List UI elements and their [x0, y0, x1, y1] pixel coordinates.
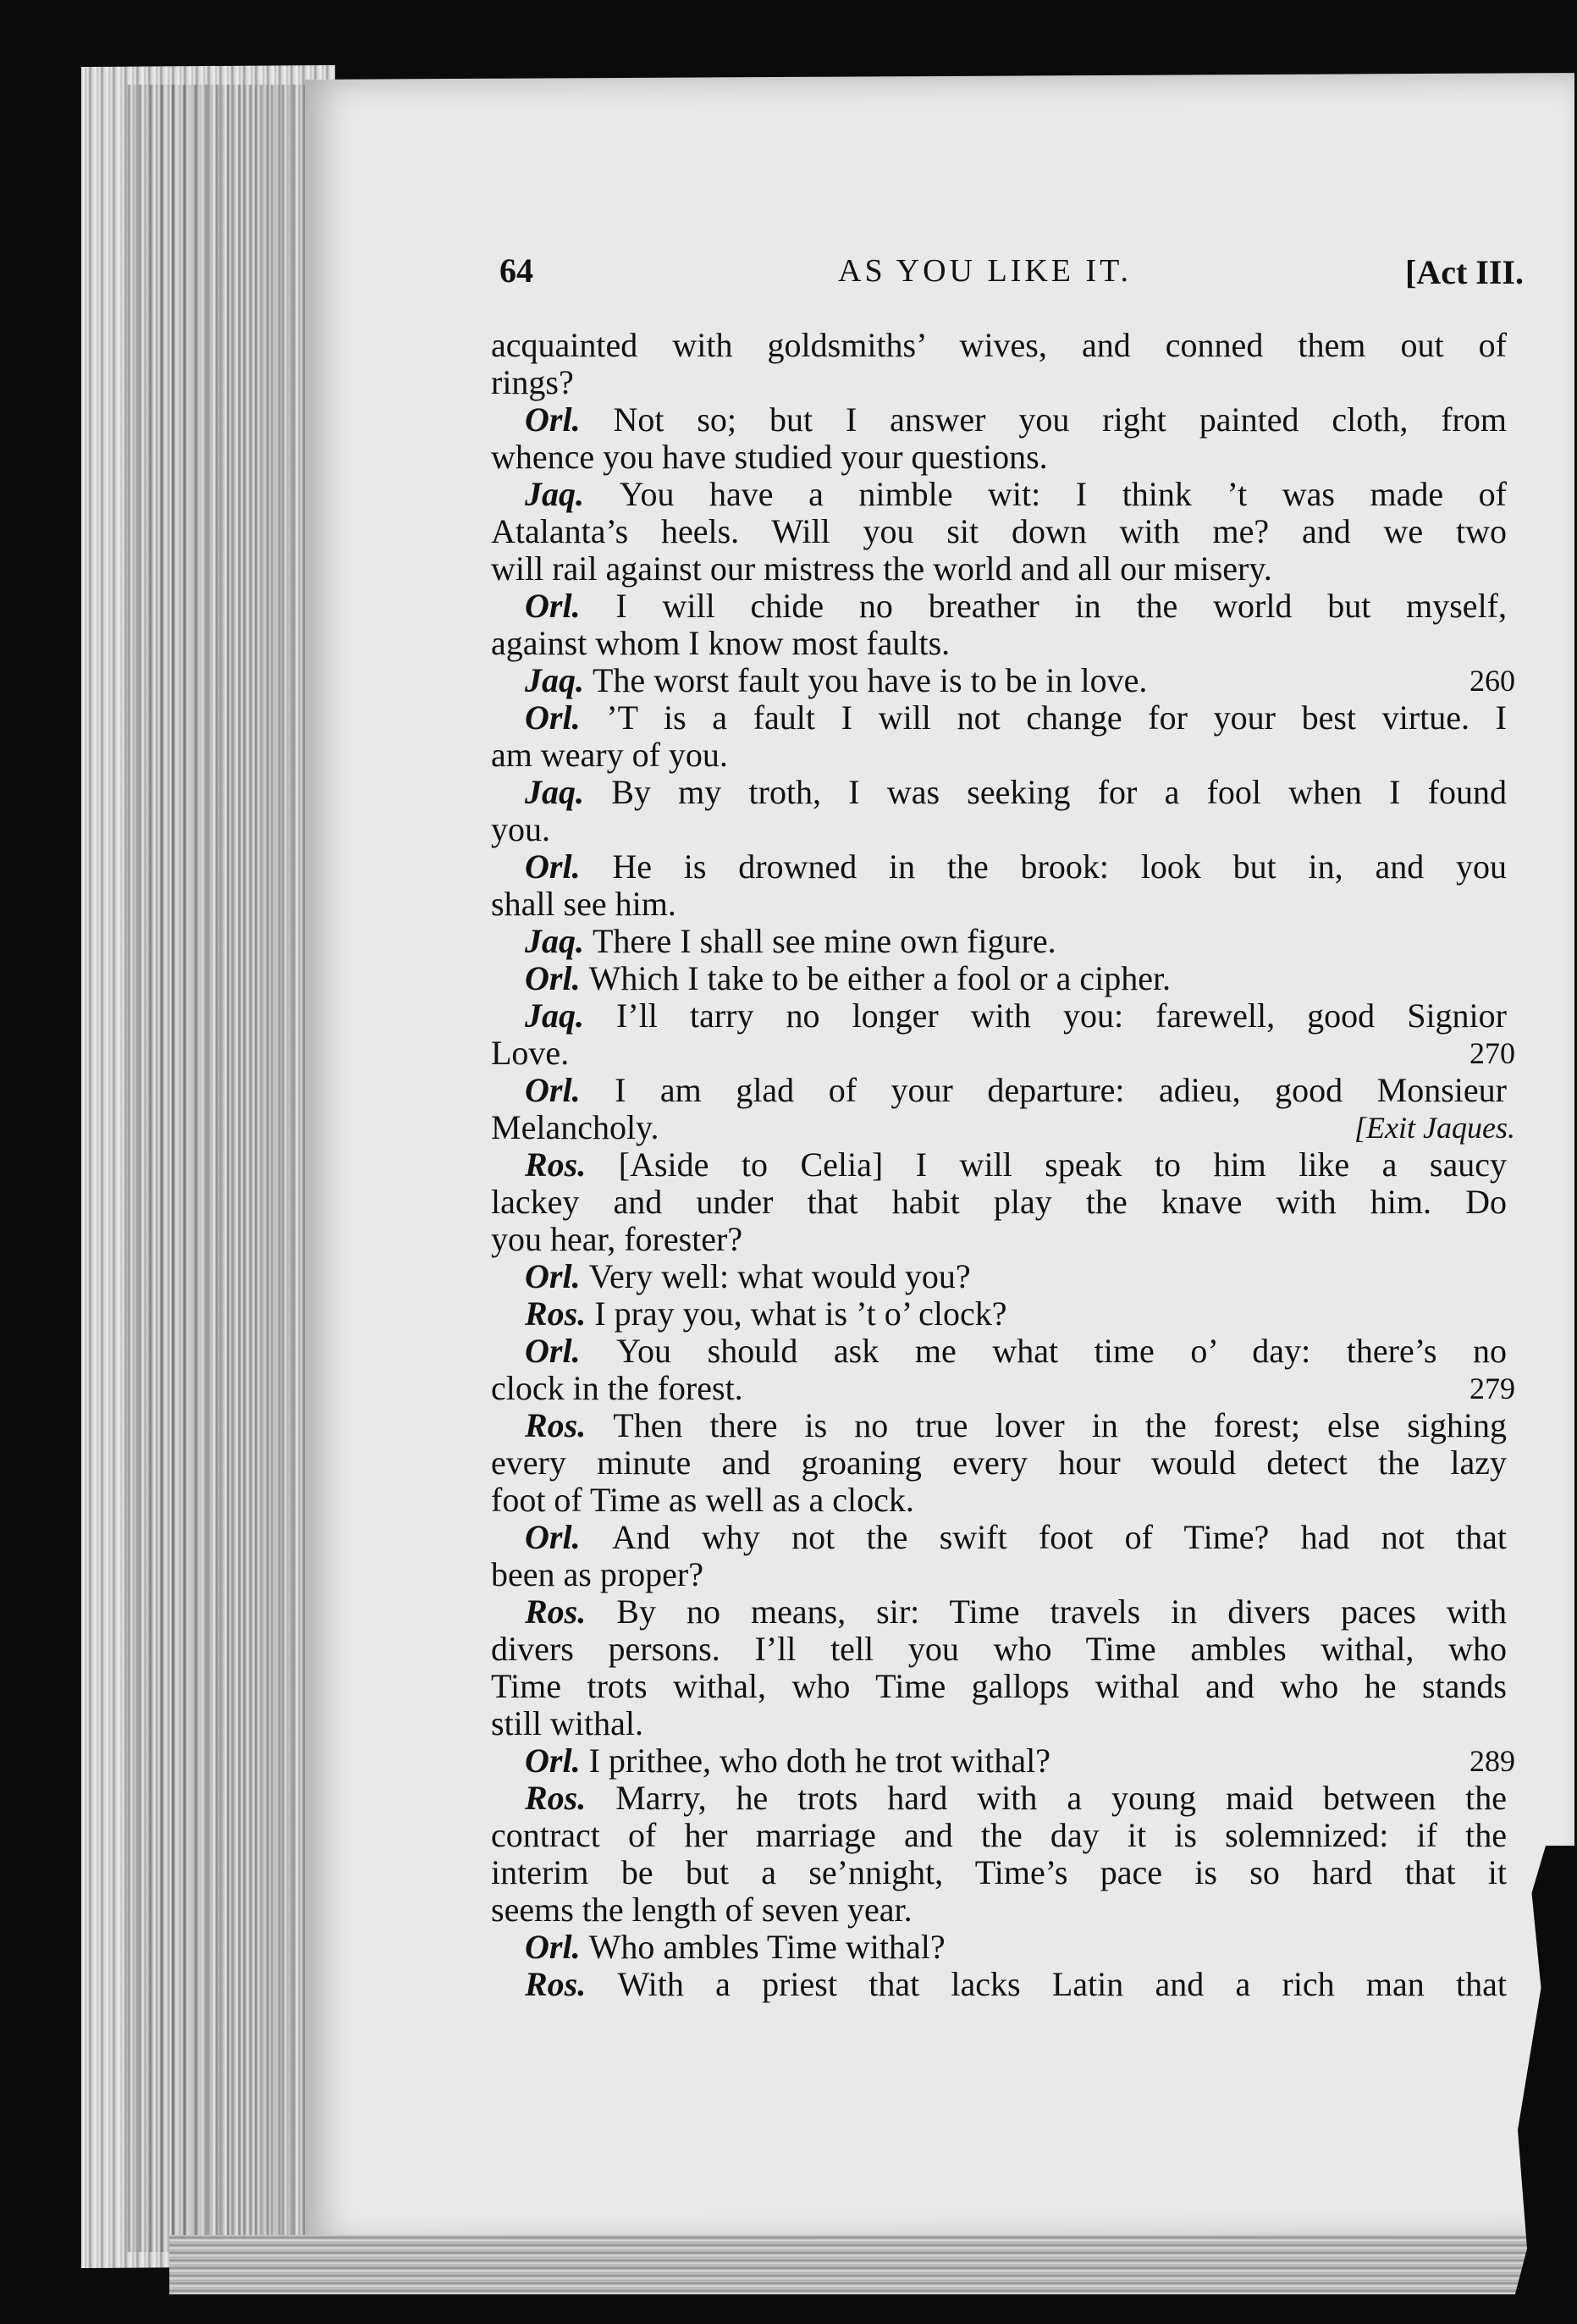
- line-text: foot of Time as well as a clock.: [491, 1481, 914, 1519]
- play-text: [491, 326, 1515, 2003]
- speaker-name: Orl.: [525, 400, 614, 439]
- line-text: contract of her marriage and the day it is solemnized: if the: [491, 1816, 1507, 1854]
- text-line: [491, 513, 1507, 550]
- text-line: [491, 774, 1507, 811]
- line-text: you hear, forester?: [491, 1220, 743, 1258]
- text-line: [491, 1333, 1507, 1370]
- text-line: [491, 476, 1507, 513]
- line-text: By no means, sir: Time travels in divers paces with: [616, 1593, 1508, 1631]
- text-line: [491, 997, 1507, 1035]
- text-line: [491, 1631, 1507, 1668]
- text-line: [491, 737, 1507, 774]
- text-line: [491, 1929, 1507, 1966]
- text-line: [491, 960, 1507, 997]
- line-text: still withal.: [491, 1704, 643, 1742]
- line-text: Melancholy.: [491, 1108, 659, 1146]
- text-line: [491, 1668, 1507, 1705]
- line-text: Very well: what would you?: [588, 1257, 971, 1295]
- line-number: 289: [1469, 1744, 1515, 1778]
- line-text: whence you have studied your questions.: [491, 438, 1048, 476]
- text-line: [491, 1817, 1507, 1854]
- line-text: you.: [491, 810, 550, 848]
- line-text: seems the length of seven year.: [491, 1891, 913, 1929]
- speaker-name: Jaq.: [525, 996, 617, 1035]
- text-line: [491, 923, 1507, 960]
- line-text: You should ask me what time o’ day: there’s no: [616, 1332, 1507, 1370]
- line-text: I will chide no breather in the world but myself,: [615, 587, 1507, 625]
- line-text: Then there is no true lover in the forest; else sighing: [613, 1406, 1507, 1444]
- line-text: He is drowned in the brook: look but in, and you: [612, 847, 1507, 886]
- text-line: [491, 661, 1515, 699]
- line-text: With a priest that lacks Latin and a rich man that: [617, 1965, 1508, 2003]
- act-label: [Act III.: [1405, 253, 1524, 291]
- text-line: [491, 1556, 1507, 1593]
- line-text: shall see him.: [491, 885, 676, 923]
- line-text: Not so; but I answer you right painted cloth, from: [613, 400, 1507, 439]
- line-text: Atalanta’s heels. Will you sit down with me? and we two: [491, 512, 1507, 550]
- running-title: AS YOU LIKE IT.: [838, 253, 1133, 289]
- text-line: [491, 1593, 1507, 1631]
- text-line: [491, 588, 1507, 625]
- speaker-name: Ros.: [525, 1406, 614, 1444]
- text-line: [491, 1854, 1507, 1891]
- line-text: And why not the swift foot of Time? had not that: [611, 1518, 1507, 1556]
- text-line: [491, 1034, 1515, 1072]
- line-text: interim be but a se’nnight, Time’s pace is so hard that it: [491, 1853, 1507, 1891]
- text-line: [491, 1444, 1507, 1482]
- speaker-name: Orl.: [525, 1257, 589, 1295]
- text-line: [491, 1146, 1507, 1184]
- book-bottom-edge: [169, 2235, 1574, 2294]
- line-text: [Aside to Celia] I will speak to him like a saucy: [618, 1145, 1507, 1184]
- text-line: [491, 1966, 1507, 2003]
- text-line: [491, 1258, 1507, 1295]
- speaker-name: Orl.: [525, 959, 589, 997]
- text-line: [491, 1295, 1507, 1333]
- line-text: rings?: [491, 363, 574, 401]
- page-header: [499, 251, 1524, 301]
- text-line: [491, 1221, 1507, 1258]
- text-line: [491, 327, 1507, 364]
- line-text: I am glad of your departure: adieu, good Monsieur: [615, 1071, 1507, 1109]
- text-line: [491, 1519, 1507, 1556]
- speaker-name: Ros.: [525, 1593, 617, 1631]
- line-text: acquainted with goldsmiths’ wives, and conned them out of: [491, 326, 1507, 364]
- line-text: Marry, he trots hard with a young maid between the: [615, 1779, 1508, 1817]
- speaker-name: Ros.: [525, 1779, 616, 1817]
- speaker-name: Orl.: [525, 1332, 617, 1370]
- speaker-name: Orl.: [525, 587, 616, 625]
- line-text: against whom I know most faults.: [491, 624, 951, 662]
- text-line: [491, 1891, 1507, 1929]
- text-line: [491, 439, 1507, 476]
- text-line: [491, 1407, 1507, 1444]
- line-text: I prithee, who doth he trot withal?: [588, 1742, 1050, 1780]
- line-text: Which I take to be either a fool or a cipher.: [588, 959, 1172, 997]
- speaker-name: Ros.: [525, 1294, 595, 1333]
- text-line: [491, 1780, 1507, 1817]
- text-line: [491, 1369, 1515, 1407]
- line-text: The worst fault you have is to be in love.: [593, 661, 1148, 699]
- speaker-name: Orl.: [525, 698, 607, 737]
- text-line: [491, 1184, 1507, 1221]
- line-text: I’ll tarry no longer with you: farewell, good Signior: [616, 996, 1507, 1035]
- speaker-name: Jaq.: [525, 922, 593, 960]
- line-text: every minute and groaning every hour would detect the lazy: [491, 1444, 1507, 1482]
- line-text: lackey and under that habit play the knave with him. Do: [491, 1183, 1507, 1221]
- line-text: You have a nimble wit: I think ’t was made of: [619, 475, 1508, 513]
- text-line: [491, 625, 1507, 662]
- line-text: will rail against our mistress the world and all our misery.: [491, 549, 1272, 588]
- speaker-name: Orl.: [525, 1742, 589, 1780]
- text-line: [491, 364, 1507, 401]
- text-line: [491, 848, 1507, 886]
- speaker-name: Jaq.: [525, 475, 620, 513]
- text-line: [491, 401, 1507, 439]
- line-text: Who ambles Time withal?: [588, 1928, 946, 1966]
- speaker-name: Orl.: [525, 1071, 615, 1109]
- line-text: By my troth, I was seeking for a fool when I found: [611, 773, 1508, 811]
- line-text: am weary of you.: [491, 736, 728, 774]
- text-line: [491, 1742, 1515, 1780]
- text-line: [491, 1482, 1507, 1519]
- line-number: 279: [1469, 1372, 1515, 1405]
- line-text: I pray you, what is ’t o’ clock?: [594, 1294, 1007, 1333]
- speaker-name: Jaq.: [525, 661, 593, 699]
- line-number: 260: [1469, 664, 1515, 698]
- text-line: [491, 886, 1507, 923]
- line-text: Time trots withal, who Time gallops withal and who he stands: [491, 1667, 1507, 1705]
- line-text: ’T is a fault I will not change for your best virtue. I: [606, 698, 1508, 737]
- speaker-name: Orl.: [525, 847, 613, 886]
- page-number: 64: [499, 251, 533, 290]
- line-text: Love.: [491, 1034, 570, 1072]
- text-line: [491, 699, 1507, 737]
- page-edge-shading: [127, 85, 322, 2252]
- line-text: clock in the forest.: [491, 1369, 743, 1407]
- line-text: divers persons. I’ll tell you who Time ambles withal, who: [491, 1630, 1507, 1668]
- line-number: 270: [1469, 1036, 1515, 1070]
- speaker-name: Jaq.: [525, 773, 612, 811]
- speaker-name: Ros.: [525, 1145, 619, 1184]
- text-line: [491, 1705, 1507, 1742]
- text-line: [491, 550, 1507, 588]
- text-line: [491, 1072, 1507, 1109]
- text-line: [491, 811, 1507, 848]
- stage-direction: [Exit Jaques.: [1354, 1111, 1515, 1145]
- speaker-name: Orl.: [525, 1518, 612, 1556]
- line-text: been as proper?: [491, 1555, 703, 1593]
- speaker-name: Ros.: [525, 1965, 618, 2003]
- text-line: [491, 1108, 1515, 1146]
- line-text: There I shall see mine own figure.: [593, 922, 1056, 960]
- speaker-name: Orl.: [525, 1928, 589, 1966]
